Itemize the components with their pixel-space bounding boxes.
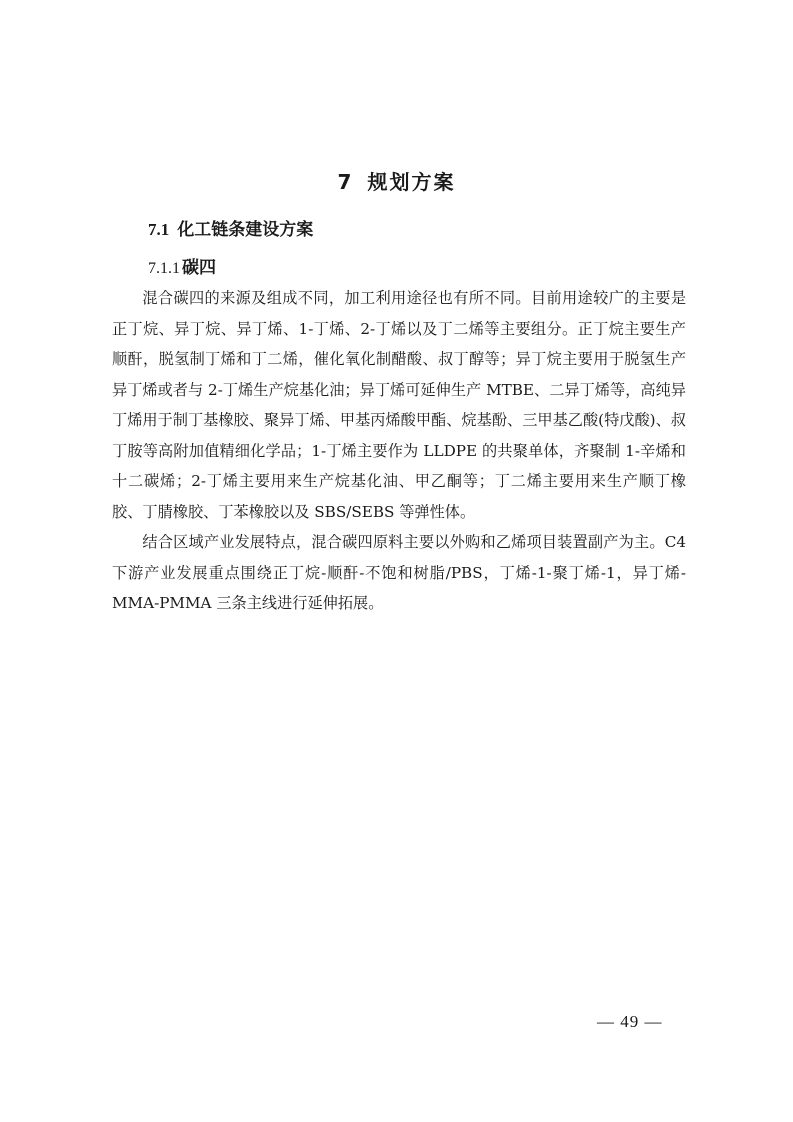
body-text <box>112 283 686 619</box>
page-number: — 49 — <box>597 1012 663 1031</box>
chapter-number: 7 <box>337 170 354 194</box>
section-number: 7.1 <box>148 220 170 239</box>
paragraph: 混合碳四的来源及组成不同，加工利用途径也有所不同。目前用途较广的主要是正丁烷、异丁烷、异丁烯、1-丁烯、2-丁烯以及丁二烯等主要组分。正丁烷主要生产顺酐，脱氢制丁烯和丁二烯，催化氧化制醋酸、叔丁醇等；异丁烷主要用于脱氢生产异丁烯或者与 2-丁烯生产烷基化油；异丁烯可延伸生产 MTBE、二异丁烯等，高纯异丁烯用于制丁基橡胶、聚异丁烯、甲基丙烯酸甲酯、烷基酚、三甲基乙酸(特戊酸)、叔丁胺等高附加值精细化学品；1-丁烯主要作为 LLDPE 的共聚单体，齐聚制 1-辛烯和十二碳烯；2-丁烯主要用来生产烷基化油、甲乙酮等；丁二烯主要用来生产顺丁橡胶、丁腈橡胶、丁苯橡胶以及 SBS/SEBS 等弹性体。 <box>112 289 686 521</box>
subsection-title <box>148 253 216 278</box>
subsection-title-text: 碳四 <box>182 258 216 278</box>
subsection-number: 7.1.1 <box>148 260 180 277</box>
paragraph: 结合区域产业发展特点，混合碳四原料主要以外购和乙烯项目装置副产为主。C4 下游产业发展重点围绕正丁烷-顺酐-不饱和树脂/PBS，丁烯-1-聚丁烯-1，异丁烯-MMA-PMMA 三条主线进行延伸拓展。 <box>112 533 686 612</box>
section-title <box>148 215 313 240</box>
section-title-text: 化工链条建设方案 <box>177 220 314 240</box>
chapter-title <box>0 166 793 195</box>
chapter-title-text: 规划方案 <box>367 170 456 194</box>
